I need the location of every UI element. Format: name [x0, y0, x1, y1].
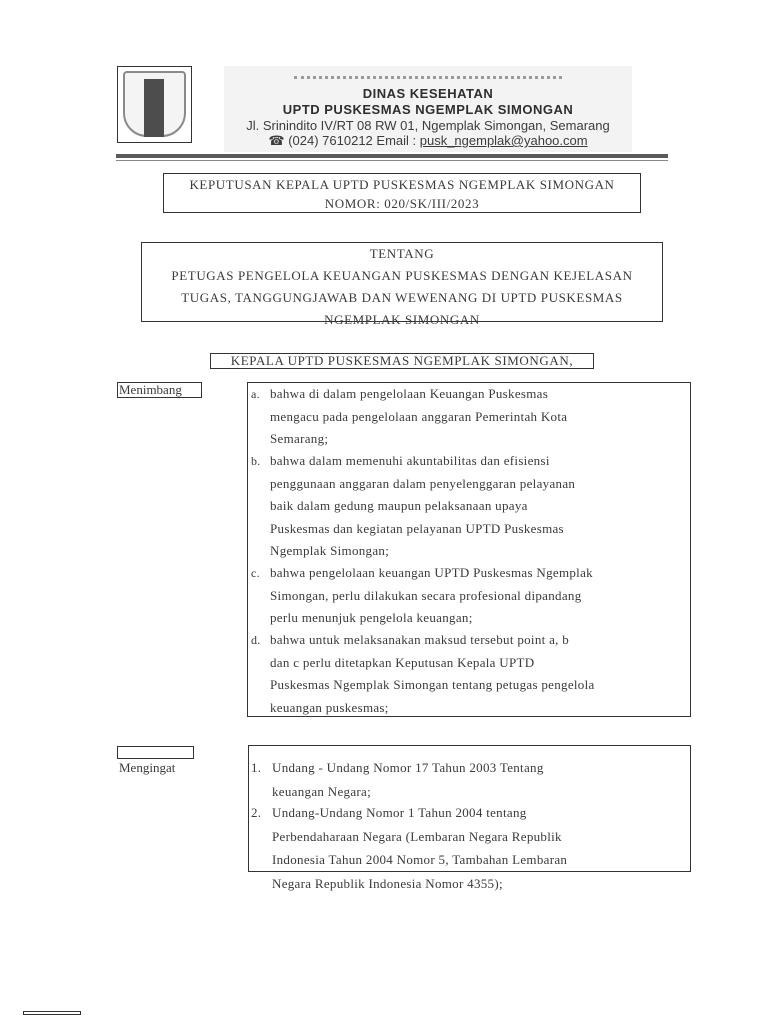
emblem-bar — [144, 79, 164, 137]
email-link[interactable]: pusk_ngemplak@yahoo.com — [419, 133, 588, 148]
considering-label: Menimbang — [117, 382, 202, 398]
about-box — [141, 242, 663, 327]
item-marker: a. — [251, 387, 260, 401]
item-marker: b. — [251, 454, 261, 468]
remembering-label: Mengingat — [119, 760, 176, 775]
text-line: mengacu pada pengelolaan anggaran Pemerintah Kota — [270, 408, 568, 424]
item-text — [270, 383, 688, 451]
about-line-1: PETUGAS PENGELOLA KEUANGAN PUSKESMAS DENGAN KEJELASAN — [171, 268, 633, 283]
considering-box — [247, 382, 691, 717]
text-line: bahwa untuk melaksanakan maksud tersebut point a, b — [270, 632, 570, 647]
phone-and-email-label: ☎ (024) 7610212 Email : — [268, 133, 420, 148]
about-line-3: NGEMPLAK SIMONGAN — [324, 312, 480, 327]
item-marker: c. — [251, 566, 260, 580]
text-line: keuangan Negara; — [272, 783, 371, 799]
text-line: bahwa di dalam pengelolaan Keuangan Puskesmas — [270, 386, 549, 401]
item-marker: 1. — [251, 760, 262, 775]
unit-name: UPTD PUSKESMAS NGEMPLAK SIMONGAN — [282, 102, 574, 117]
text-line: perlu menunjuk pengelola keuangan; — [270, 610, 473, 625]
text-line: Ngemplak Simongan; — [270, 543, 390, 558]
decree-number: NOMOR: 020/SK/III/2023 — [324, 196, 480, 211]
item-text — [272, 801, 690, 895]
text-line: bahwa dalam memenuhi akuntabilitas dan efisiensi — [270, 453, 550, 468]
letterhead-faded-line — [294, 66, 562, 79]
text-line: Undang - Undang Nomor 17 Tahun 2003 Tentang — [272, 760, 544, 775]
item-marker: d. — [251, 633, 261, 647]
text-line: Undang-Undang Nomor 1 Tahun 2004 tentang — [272, 805, 527, 820]
about-line-2: TUGAS, TANGGUNGJAWAB DAN WEWENANG DI UPTD PUSKESMAS — [181, 290, 623, 305]
letterhead-rule-thin — [116, 160, 668, 161]
item-text — [270, 450, 688, 563]
text-line: keuangan puskesmas; — [270, 699, 389, 715]
agency-name: DINAS KESEHATAN — [362, 86, 494, 101]
official-heading: KEPALA UPTD PUSKESMAS NGEMPLAK SIMONGAN, — [210, 353, 594, 369]
item-text — [272, 756, 690, 803]
text-line: dan c perlu ditetapkan Keputusan Kepala UPTD — [270, 654, 535, 670]
text-line: Semarang; — [270, 431, 329, 446]
text-line: Puskesmas dan kegiatan pelayanan UPTD Puskesmas — [270, 520, 564, 536]
item-text — [270, 629, 688, 719]
letterhead — [224, 66, 632, 152]
text-line: Simongan, perlu dilakukan secara profesional dipandang — [270, 587, 582, 603]
item-text — [270, 562, 688, 630]
decree-title: KEPUTUSAN KEPALA UPTD PUSKESMAS NGEMPLAK SIMONGAN — [189, 177, 615, 192]
text-line: Perbendaharaan Negara (Lembaran Negara Republik — [272, 828, 562, 844]
contact-line — [224, 133, 632, 149]
address: Jl. Srinindito IV/RT 08 RW 01, Ngemplak Simongan, Semarang — [246, 118, 610, 133]
remembering-box — [248, 745, 691, 891]
text-line: penggunaan anggaran dalam penyelenggaran pelayanan — [270, 475, 576, 491]
health-department-logo — [117, 66, 192, 143]
item-marker: 2. — [251, 805, 262, 820]
about-heading: TENTANG — [369, 246, 435, 261]
text-line: baik dalam gedung maupun pelaksanaan upaya — [270, 498, 528, 513]
decree-title-box — [163, 173, 641, 213]
text-line: Negara Republik Indonesia Nomor 4355); — [272, 875, 503, 891]
text-line: bahwa pengelolaan keuangan UPTD Puskesmas Ngemplak — [270, 565, 593, 580]
text-line: Puskesmas Ngemplak Simongan tentang petugas pengelola — [270, 677, 595, 692]
page-footer-mark — [23, 1011, 81, 1015]
remembering-label-box — [117, 746, 194, 759]
letterhead-rule-thick — [116, 154, 668, 158]
text-line: Indonesia Tahun 2004 Nomor 5, Tambahan Lembaran — [272, 852, 568, 867]
